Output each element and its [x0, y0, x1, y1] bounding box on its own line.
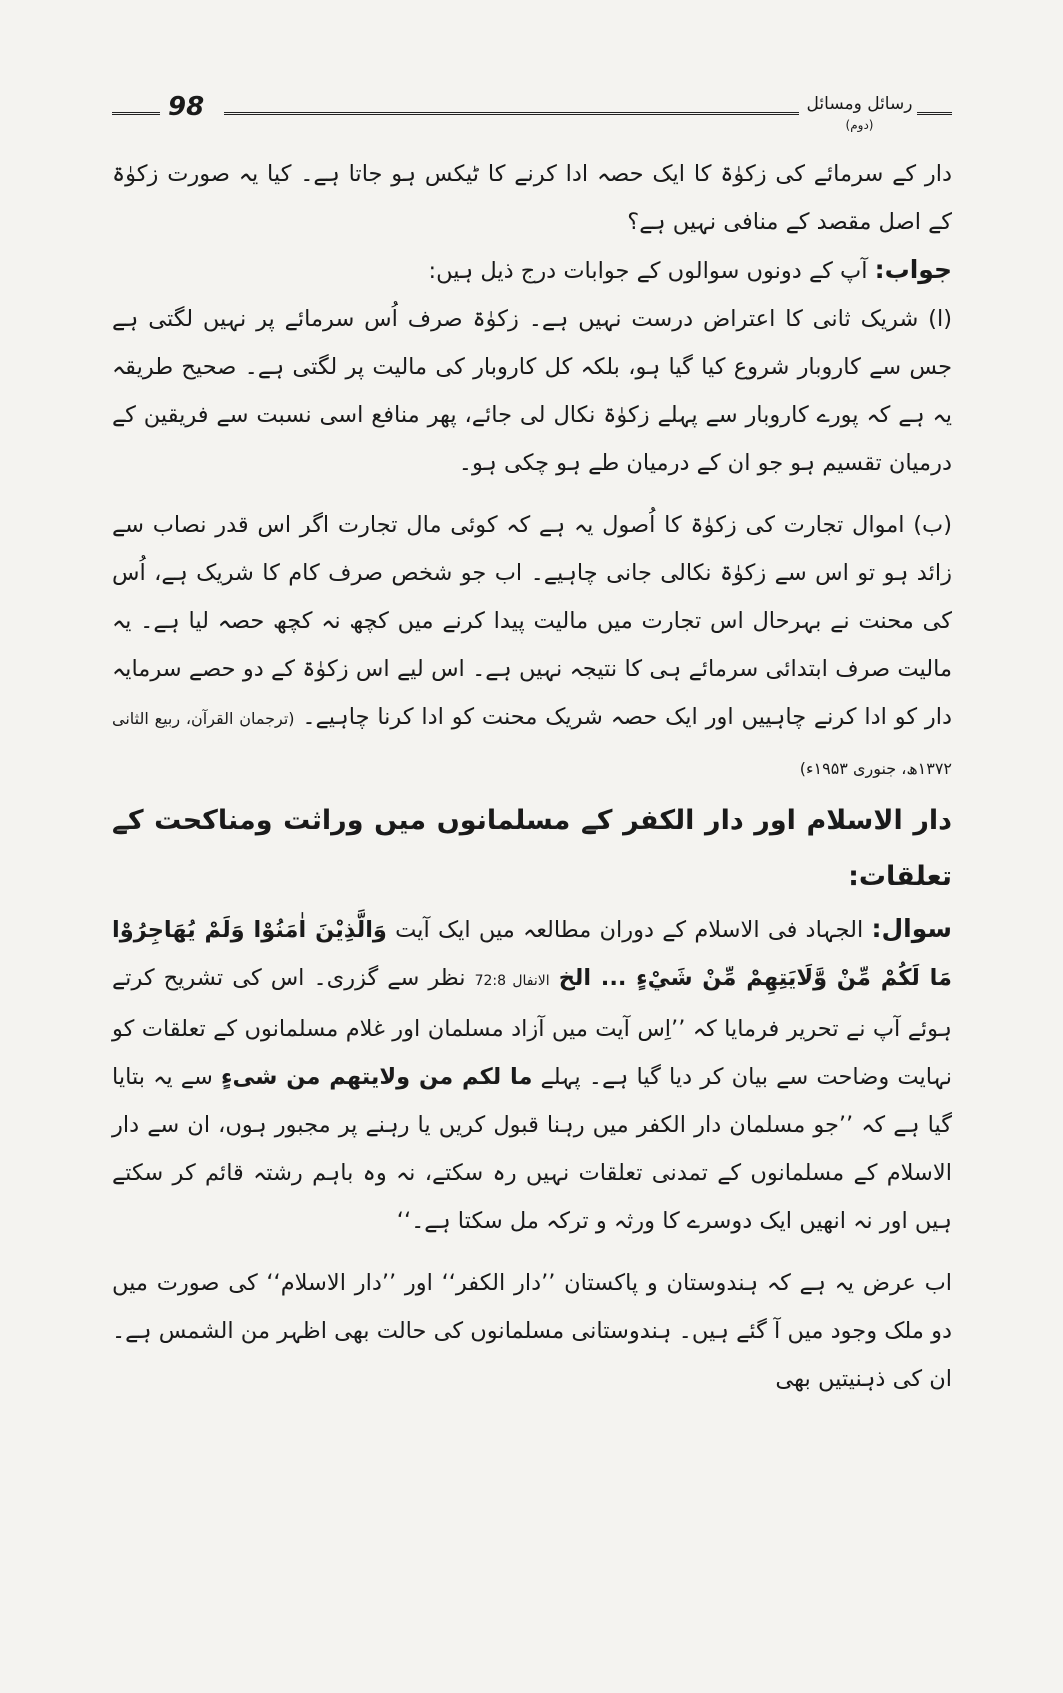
- book-volume: (دوم): [845, 118, 874, 132]
- inline-verse: ما لکم من ولایتھم من شیءٍ: [221, 1064, 533, 1090]
- question-followup: اب عرض یہ ہے کہ ہندوستان و پاکستان ’’دار الکفر‘‘ اور ’’دار الاسلام‘‘ کی صورت میں دو ملک وجود میں آ گئے ہیں۔ ہندوستانی مسلمانوں کی حالت بھی اظہر من الشمس ہے۔ ان کی ذہنیتیں بھی: [112, 1270, 952, 1392]
- header-rule-middle: [224, 112, 799, 118]
- answer-part-b: (ب) اموال تجارت کی زکوٰۃ کا اُصول یہ ہے کہ کوئی مال تجارت اگر اس قدر نصاب سے زائد ہو تو اس سے زکوٰۃ نکالی جانی چاہیے۔ اب جو شخص صرف کام کا شریک ہے، اُس کی محنت نے بہرحال اس تجارت میں مالیت پیدا کرنے میں کچھ نہ کچھ حصہ لیا ہے۔ یہ مالیت صرف ابتدائی سرمائے ہی کا نتیجہ نہیں ہے۔ اس لیے اس زکوٰۃ کے دو حصے سرمایہ دار کو ادا کرنے چاہییں اور ایک حصہ شریک محنت کو ادا کرنا چاہیے۔: [112, 512, 952, 730]
- question-text-3: سے یہ بتایا گیا ہے کہ ’’جو مسلمان دار الکفر میں رہنا قبول کریں یا رہنے پر مجبور ہوں، ان سے دار الاسلام کے مسلمانوں کے تمدنی تعلقات نہیں رہ سکتے، نہ وہ باہم رشتہ قائم کر سکتے ہیں اور نہ انھیں ایک دوسرے کا ورثہ و ترکہ مل سکتا ہے۔‘‘: [112, 1064, 952, 1234]
- section-heading: دار الاسلام اور دار الکفر کے مسلمانوں میں وراثت ومناکحت کے تعلقات:: [112, 805, 952, 892]
- question-continuation: دار کے سرمائے کی زکوٰۃ کا ایک حصہ ادا کرنے کا ٹیکس ہو جاتا ہے۔ کیا یہ صورت زکوٰۃ کے اصل مقصد کے منافی نہیں ہے؟: [112, 161, 952, 235]
- question-paragraph: [112, 905, 952, 1245]
- header-rule-right: [917, 112, 952, 118]
- answer-source-reference: (ترجمان القرآن، ربیع الثانی ۱۳۷۲ھ، جنوری ۱۹۵۳ء): [112, 709, 952, 778]
- quran-verse: وَالَّذِيْنَ اٰمَنُوْا وَلَمْ يُهَاجِرُوْا مَا لَكُمْ مِّنْ وَّلَايَتِهِمْ مِّنْ شَيْءٍ ... الخ: [112, 917, 952, 991]
- answer-intro-paragraph: [112, 246, 952, 295]
- question-text-1: الجہاد فی الاسلام کے دوران مطالعہ میں ایک آیت: [395, 917, 864, 943]
- page-body: [112, 150, 952, 1403]
- question-text-2: نظر سے گزری۔ اس کی تشریح کرتے ہوئے آپ نے تحریر فرمایا کہ ’’اِس آیت میں آزاد مسلمان اور غلام مسلمانوں کے تعلقات کو نہایت وضاحت سے بیان کر دیا گیا ہے۔ پہلے: [112, 965, 953, 1090]
- answer-intro: آپ کے دونوں سوالوں کے جوابات درج ذیل ہیں:: [428, 258, 868, 284]
- answer-part-b-paragraph: [112, 501, 952, 793]
- book-title: [802, 94, 917, 134]
- page-header: [112, 92, 952, 132]
- book-title-text: رسائل ومسائل: [806, 94, 913, 114]
- answer-part-a: (ا) شریک ثانی کا اعتراض درست نہیں ہے۔ زکوٰۃ صرف اُس سرمائے پر نہیں لگتی ہے جس سے کاروبار شروع کیا گیا ہو، بلکہ کل کاروبار کی مالیت پر لگتی ہے۔ صحیح طریقہ یہ ہے کہ پورے کاروبار سے پہلے زکوٰۃ نکال لی جائے، پھر منافع اسی نسبت سے فریقین کے درمیان تقسیم ہو جو ان کے درمیان طے ہو چکی ہو۔: [112, 306, 952, 476]
- header-rule-left: [112, 112, 160, 118]
- verse-reference: الانفال 72:8: [474, 973, 550, 989]
- question-label: سوال:: [871, 914, 952, 943]
- answer-label: جواب:: [874, 255, 952, 284]
- page-number: 98: [168, 92, 205, 122]
